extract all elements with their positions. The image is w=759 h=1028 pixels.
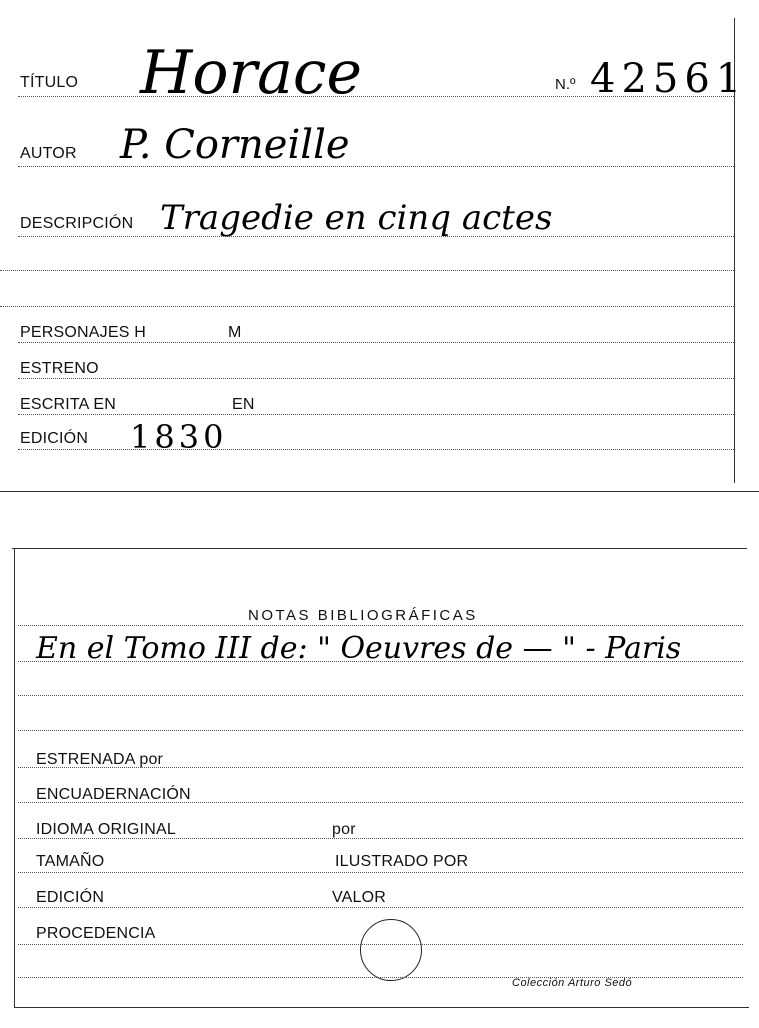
rule bbox=[18, 730, 743, 731]
edicion-label: EDICIÓN bbox=[20, 430, 89, 447]
rule bbox=[18, 907, 743, 908]
card-bottom-edge bbox=[14, 1007, 749, 1008]
escrita-label: ESCRITA EN bbox=[20, 396, 116, 413]
procedencia-label: PROCEDENCIA bbox=[36, 925, 156, 942]
rule bbox=[18, 414, 734, 415]
rule bbox=[18, 625, 743, 626]
notas-value: En el Tomo III de: " Oeuvres de — " - Paris bbox=[36, 631, 682, 666]
rule bbox=[18, 661, 743, 662]
rule bbox=[0, 270, 734, 271]
rule bbox=[18, 695, 743, 696]
idioma-por-label: por bbox=[332, 821, 356, 838]
coleccion-label: Colección Arturo Sedó bbox=[512, 977, 633, 989]
descripcion-label: DESCRIPCIÓN bbox=[20, 215, 134, 232]
titulo-value: Horace bbox=[140, 38, 363, 108]
ilustrado-label: ILUSTRADO POR bbox=[335, 853, 469, 870]
card-bottom-edge bbox=[0, 491, 759, 492]
estrenada-label: ESTRENADA por bbox=[36, 751, 164, 768]
card-top-edge bbox=[12, 548, 747, 549]
rule bbox=[18, 802, 743, 803]
personajes-m-label: M bbox=[228, 324, 242, 341]
rule bbox=[18, 767, 743, 768]
rule bbox=[18, 166, 734, 167]
estreno-label: ESTRENO bbox=[20, 360, 99, 377]
rule bbox=[18, 872, 743, 873]
rule bbox=[0, 306, 734, 307]
rule bbox=[18, 378, 734, 379]
rule bbox=[18, 977, 743, 978]
catalog-card-back bbox=[0, 545, 759, 1015]
autor-value: P. Corneille bbox=[120, 122, 350, 168]
numero-value: 42561 bbox=[590, 56, 748, 102]
tamano-label: TAMAÑO bbox=[36, 853, 105, 870]
edicion-back-label: EDICIÓN bbox=[36, 889, 105, 906]
catalog-card-front bbox=[0, 0, 759, 492]
titulo-label: TÍTULO bbox=[20, 74, 79, 91]
edicion-value: 1830 bbox=[130, 418, 228, 456]
encuadernacion-label: ENCUADERNACIÓN bbox=[36, 786, 191, 803]
idioma-label: IDIOMA ORIGINAL bbox=[36, 821, 176, 838]
valor-label: VALOR bbox=[332, 889, 387, 906]
rule bbox=[18, 236, 734, 237]
rule bbox=[18, 96, 734, 97]
notas-heading: NOTAS BIBLIOGRÁFICAS bbox=[248, 607, 478, 624]
card-left-edge bbox=[14, 548, 15, 1008]
rule bbox=[18, 838, 743, 839]
descripcion-value: Tragedie en cinq actes bbox=[160, 198, 553, 238]
personajes-label: PERSONAJES H bbox=[20, 324, 146, 341]
rule bbox=[18, 449, 734, 450]
escrita-en-label: EN bbox=[232, 396, 255, 413]
numero-label: N.º bbox=[555, 76, 576, 93]
autor-label: AUTOR bbox=[20, 145, 77, 162]
rule bbox=[18, 342, 734, 343]
ink-stamp-circle bbox=[360, 919, 422, 981]
